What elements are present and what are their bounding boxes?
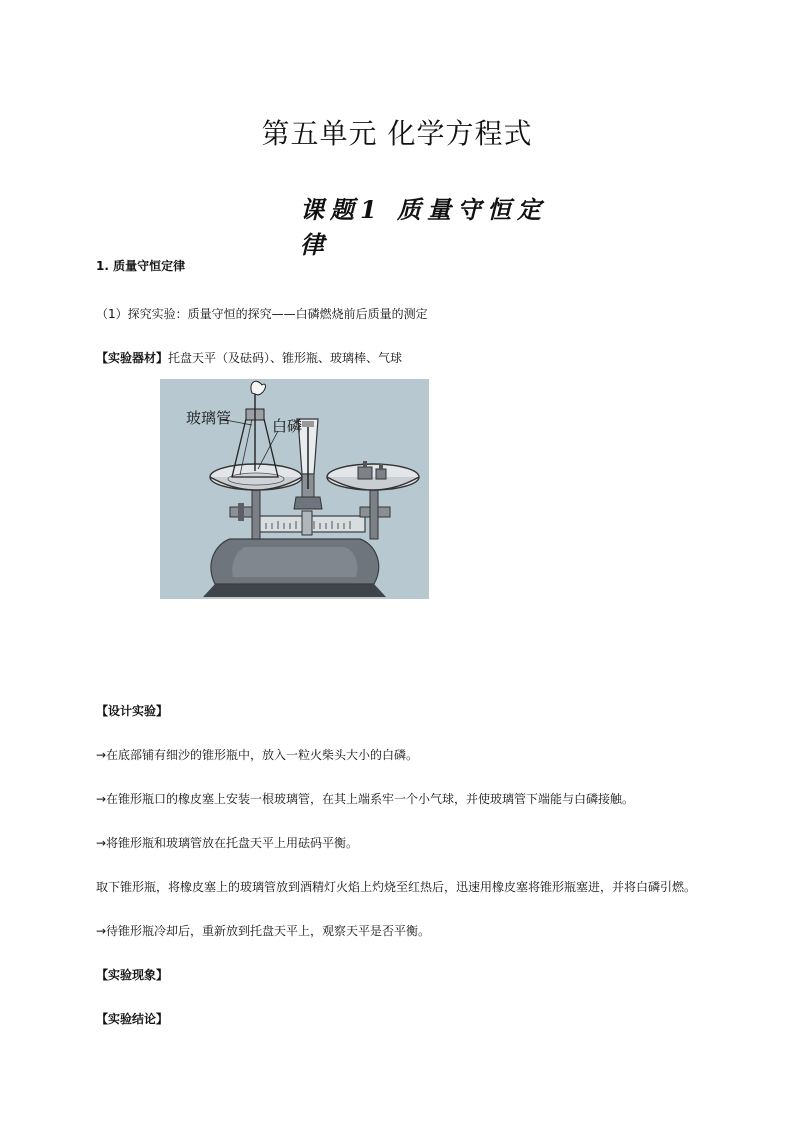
phenomenon-label: 【实验现象】 xyxy=(96,968,169,982)
design-label: 【设计实验】 xyxy=(96,704,169,718)
section-heading: 1. 质量守恒定律 xyxy=(96,259,186,273)
design-step-2: →在锥形瓶口的橡皮塞上安装一根玻璃管，在其上端系牢一个小气球，并使玻璃管下端能与白磷接触。 xyxy=(96,792,635,806)
equipment-label: 【实验器材】 xyxy=(96,351,169,365)
design-step-5: →待锥形瓶冷却后，重新放到托盘天平上，观察天平是否平衡。 xyxy=(96,924,431,938)
label-glass-tube: 玻璃管 xyxy=(186,411,232,427)
design-step-3: →将锥形瓶和玻璃管放在托盘天平上用砝码平衡。 xyxy=(96,836,359,850)
design-step-1: →在底部铺有细沙的锥形瓶中，放入一粒火柴头大小的白磷。 xyxy=(96,748,419,762)
experiment-intro: （1）探究实验：质量守恒的探究——白磷燃烧前后质量的测定 xyxy=(96,307,428,321)
label-white-phosphorus: 白磷 xyxy=(272,419,303,435)
conclusion-label: 【实验结论】 xyxy=(96,1012,169,1026)
balance-illustration xyxy=(160,379,429,599)
equipment-text: 托盘天平（及砝码）、锥形瓶、玻璃棒、气球 xyxy=(168,351,403,365)
lesson-title: 课题1 质量守恒定律 xyxy=(300,195,548,259)
unit-title: 第五单元 化学方程式 xyxy=(261,117,533,150)
equipment-line xyxy=(96,350,402,366)
balance-figure xyxy=(160,379,429,599)
design-step-4: 取下锥形瓶，将橡皮塞上的玻璃管放到酒精灯火焰上灼烧至红热后，迅速用橡皮塞将锥形瓶塞进，并将白磷引燃。 xyxy=(96,880,697,894)
